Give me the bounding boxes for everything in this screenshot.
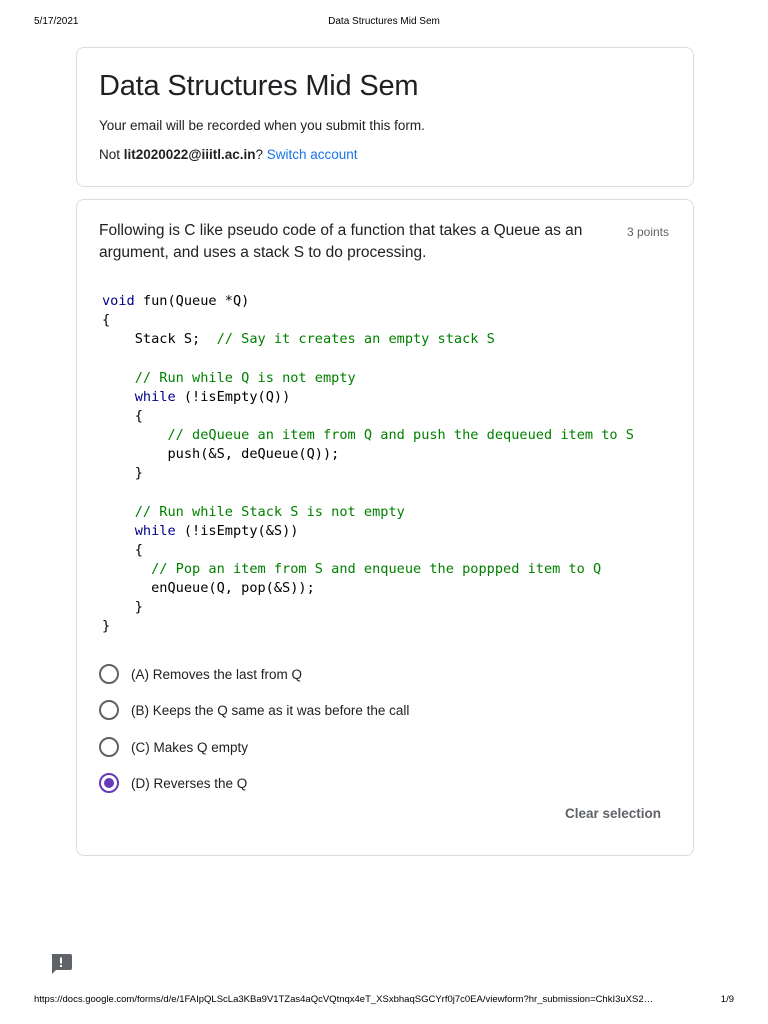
code-line <box>102 598 682 617</box>
form-title: Data Structures Mid Sem <box>99 70 419 102</box>
code-line <box>102 330 682 349</box>
code-text: } <box>102 465 143 482</box>
page-number: 1/9 <box>720 994 734 1005</box>
answer-option-label: (D) Reverses the Q <box>131 775 248 791</box>
code-text: enQueue(Q, pop(&S)); <box>102 580 315 597</box>
question-text: Following is C like pseudo code of a function that takes a Queue as an argument, and uses a stack S to do processing. <box>99 222 583 261</box>
code-line <box>102 579 682 598</box>
code-comment: // Say it creates an empty stack S <box>216 331 495 348</box>
account-line <box>99 147 358 162</box>
code-keyword: while <box>134 388 176 405</box>
print-date: 5/17/2021 <box>34 16 79 27</box>
account-email: lit2020022@iiitl.ac.in <box>123 147 256 162</box>
answer-option-label: (B) Keeps the Q same as it was before the call <box>131 702 410 718</box>
code-text: { <box>102 312 111 329</box>
page-url: https://docs.google.com/forms/d/e/1FAIpQLScLa3KBa9V1TZas4aQcVQtnqx4eT_XSxbhaqSGCYrf0j7c0EA/viewform?hr_submission=ChkI3uXS2… <box>34 994 654 1005</box>
account-prefix: Not <box>99 147 124 162</box>
code-line <box>102 617 682 636</box>
question-points: 3 points <box>626 225 669 239</box>
code-keyword: void <box>102 293 135 309</box>
code-text: fun(Queue *Q) <box>134 293 250 309</box>
answer-option-label: (C) Makes Q empty <box>131 739 249 755</box>
answer-option[interactable] <box>99 771 499 795</box>
code-line <box>102 369 682 388</box>
form-header-card <box>76 47 694 187</box>
code-line <box>102 445 682 464</box>
code-text: push(&S, deQueue(Q)); <box>102 446 340 463</box>
code-comment: // deQueue an item from Q and push the dequeued item to S <box>167 426 634 443</box>
code-text: Stack S; <box>102 331 217 348</box>
radio-unchecked-icon[interactable] <box>99 664 119 684</box>
code-text: } <box>102 618 111 635</box>
code-text: } <box>102 599 143 616</box>
code-line <box>102 426 682 445</box>
code-text: (!isEmpty(&S)) <box>175 522 299 539</box>
answer-option[interactable] <box>99 662 499 686</box>
email-notice: Your email will be recorded when you submit this form. <box>99 118 425 133</box>
code-text <box>102 427 167 443</box>
code-text <box>102 389 135 405</box>
radio-checked-icon[interactable] <box>99 773 119 793</box>
account-suffix: ? <box>255 147 267 162</box>
code-keyword: while <box>134 522 176 539</box>
code-line <box>102 464 682 483</box>
code-line <box>102 292 682 311</box>
code-line <box>102 349 682 368</box>
code-line <box>102 522 682 541</box>
code-snippet <box>102 292 682 637</box>
feedback-icon[interactable] <box>50 954 72 974</box>
code-comment: // Pop an item from S and enqueue the poppped item to Q <box>151 560 602 577</box>
radio-unchecked-icon[interactable] <box>99 700 119 720</box>
clear-selection-button[interactable]: Clear selection <box>564 806 661 821</box>
print-footer <box>0 994 768 1008</box>
code-line <box>102 311 682 330</box>
code-text <box>102 504 135 520</box>
code-comment: // Run while Stack S is not empty <box>134 503 405 520</box>
code-line <box>102 541 682 560</box>
question-card <box>76 199 694 856</box>
code-text <box>102 370 135 386</box>
code-line <box>102 407 682 426</box>
code-text <box>102 523 135 539</box>
print-title: Data Structures Mid Sem <box>328 16 440 27</box>
code-line <box>102 560 682 579</box>
code-text <box>102 561 151 577</box>
code-comment: // Run while Q is not empty <box>134 369 356 386</box>
code-line <box>102 503 682 522</box>
switch-account-link[interactable]: Switch account <box>266 147 358 162</box>
radio-unchecked-icon[interactable] <box>99 737 119 757</box>
print-header <box>0 16 768 30</box>
code-text: { <box>102 541 143 558</box>
answer-option[interactable] <box>99 698 499 722</box>
answer-option-label: (A) Removes the last from Q <box>131 666 303 682</box>
code-line <box>102 483 682 502</box>
code-text: (!isEmpty(Q)) <box>175 388 291 405</box>
code-text: { <box>102 407 143 424</box>
answer-option[interactable] <box>99 735 499 759</box>
code-line <box>102 388 682 407</box>
